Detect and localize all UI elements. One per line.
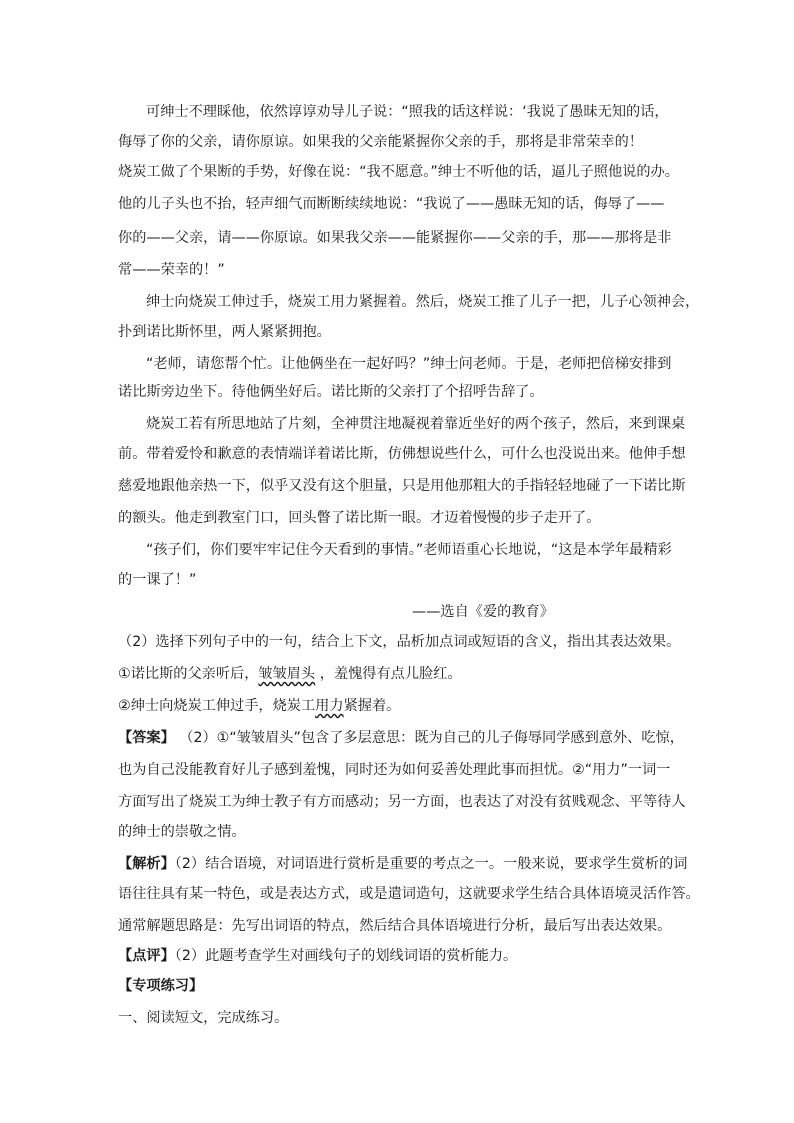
- comment-line: [118, 945, 698, 967]
- story-line-14: 的额头。他走到教室门口，回头瞥了诺比斯一眼。才迈着慢慢的步子走开了。: [118, 510, 601, 526]
- practice-heading: 【专项练习】: [118, 978, 204, 994]
- option-2-marked-word: 用力: [315, 698, 344, 714]
- story-line-10: 诺比斯旁边坐下。待他俩坐好后。诺比斯的父亲打了个招呼告辞了。: [118, 384, 544, 400]
- story-line-11: 烧炭工若有所思地站了片刻，全神贯注地凝视着靠近坐好的两个孩子，然后，来到课桌: [146, 416, 686, 432]
- answer-line-1: [118, 727, 698, 749]
- story-line-16: 的一课了！”: [118, 572, 197, 588]
- answer-line-3: 方面写出了烧炭工为绅士教子有方而感动；另一方面，也表达了对没有贫贱观念、平等待人: [118, 794, 686, 810]
- analysis-tag: 【解析】: [118, 856, 175, 872]
- story-line-8: 扑到诺比斯怀里，两人紧紧拥抱。: [118, 324, 331, 340]
- answer-text-1: （2）①“皱皱眉头”包含了多层意思：既为自己的儿子侮辱同学感到意外、吃惊，: [174, 730, 684, 746]
- option-1-suffix: ，羞愧得有点儿脸红。: [315, 666, 462, 682]
- option-2-prefix: ②绅士向烧炭工伸过手，烧炭工: [118, 698, 316, 714]
- analysis-line-2: 语往往具有某一特色，或是表达方式，或是遣词造句，这就要求学生结合具体语境灵活作答。: [118, 886, 700, 902]
- question-option-2: [118, 695, 698, 717]
- story-line-3: 烧炭工做了个果断的手势，好像在说：“我不愿意。”绅士不听他的话，逼儿子照他说的办。: [118, 164, 679, 180]
- story-line-2: 侮辱了你的父亲，请你原谅。如果我的父亲能紧握你父亲的手，那将是非常荣幸的！: [118, 134, 643, 150]
- option-1-marked-phrase: 皱皱眉头: [258, 666, 316, 682]
- option-2-suffix: 紧握着。: [343, 698, 401, 714]
- answer-line-4: 的绅士的崇敬之情。: [118, 824, 246, 840]
- story-line-6: 常——荣幸的！”: [118, 262, 225, 278]
- story-line-4: 他的儿子头也不抬，轻声细气而断断续续地说：“我说了——愚昧无知的话，侮辱了——: [118, 196, 665, 212]
- analysis-line-3: 通常解题思路是：先写出词语的特点，然后结合具体语境进行分析，最后写出表达效果。: [118, 918, 672, 934]
- story-line-1: 可绅士不理睬他，依然谆谆劝导儿子说：“照我的话这样说：‘我说了愚昧无知的话，: [146, 104, 669, 120]
- story-line-12: 前。带着爱怜和歉意的表情端详着诺比斯，仿佛想说些什么，可什么也没说出来。他伸手想: [118, 446, 686, 462]
- answer-line-2: 也为自己没能教育好儿子感到羞愧，同时还为如何妥善处理此事而担忧。②“用力”一词一: [118, 762, 671, 778]
- story-line-5: 你的——父亲，请——你原谅。如果我父亲——能紧握你——父亲的手，那——那将是非: [118, 230, 672, 246]
- story-line-7: 绅士向烧炭工伸过手，烧炭工用力紧握着。然后，烧炭工推了儿子一把，儿子心领神会，: [146, 294, 700, 310]
- comment-text: （2）此题考查学生对画线句子的划线词语的赏析能力。: [174, 948, 518, 964]
- answer-tag: 【答案】: [118, 730, 175, 746]
- story-source: ——选自《爱的教育》: [412, 604, 554, 620]
- story-line-13: 慈爱地跟他亲热一下，似乎又没有这个胆量，只是用他那粗大的手指轻轻地碰了一下诺比斯: [118, 478, 686, 494]
- question-option-1: [118, 663, 698, 685]
- question-prompt: （2）选择下列句子中的一句，结合上下文，品析加点词或短语的含义，指出其表达效果。: [118, 634, 681, 650]
- analysis-text-1: （2）结合语境，对词语进行赏析是重要的考点之一。一般来说，要求学生赏析的词: [174, 856, 688, 872]
- story-line-9: “老师，请您帮个忙。让他俩坐在一起好吗？”绅士问老师。于是，老师把倍梯安排到: [146, 356, 672, 372]
- option-1-prefix: ①诺比斯的父亲听后，: [118, 666, 259, 682]
- comment-tag: 【点评】: [118, 948, 175, 964]
- practice-instruction: 一、阅读短文，完成练习。: [118, 1010, 289, 1026]
- story-line-15: “孩子们，你们要牢牢记住今天看到的事情。”老师语重心长地说，“这是本学年最精彩: [146, 542, 672, 558]
- analysis-line-1: [118, 853, 698, 875]
